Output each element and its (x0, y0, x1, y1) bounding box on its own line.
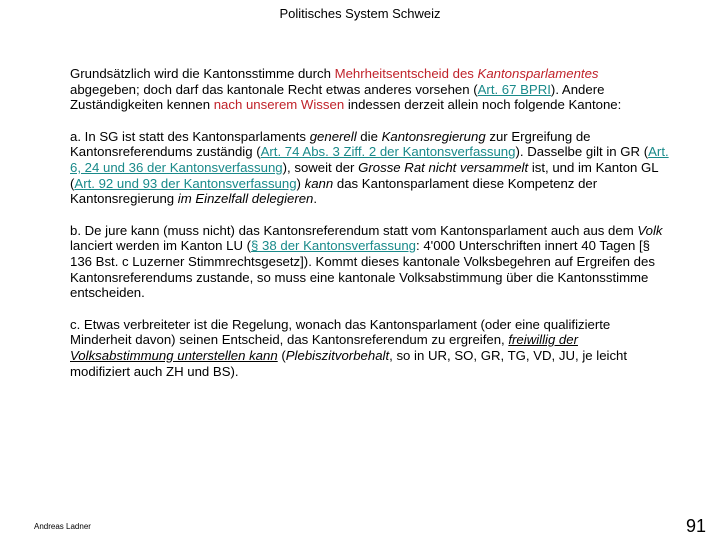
link-gr-kantonsverfassung[interactable]: Art. 6, 24 und 36 der Kantonsverfassung (70, 144, 669, 175)
link-gl-kantonsverfassung[interactable]: Art. 92 und 93 der Kantonsverfassung (74, 175, 297, 191)
link-lu-kantonsverfassung[interactable]: § 38 der Kantonsverfassung (251, 238, 417, 254)
paragraph-c: c. Etwas verbreiteter ist die Regelung, wonach das Kantonsparlament (oder eine qualifizierte Minderheit davon) seinen Entscheid, das Kantonsreferendum zu ergreifen, freiwillig der Volksabstimmung unterstellen kann (Plebiszitvorbehalt, so in UR, SO, GR, TG, VD, JU, je leicht modifiziert auch ZH und BS). (70, 316, 628, 379)
highlight-text: Kantonsparlamentes (477, 66, 599, 81)
link-sg-kantonsverfassung[interactable]: Art. 74 Abs. 3 Ziff. 2 der Kantonsverfassung (260, 144, 516, 160)
footer-author: Andreas Ladner (34, 522, 91, 531)
slide-body (70, 66, 670, 395)
page-number: 91 (685, 516, 706, 536)
intro-paragraph: Grundsätzlich wird die Kantonsstimme durch Mehrheitsentscheid des Kantonsparlamentes abgegeben; doch darf das kantonale Recht etwas anderes vorsehen (Art. 67 BPRI). Andere Zuständigkeiten kennen nach unserem Wissen indessen derzeit allein noch folgende Kantone: (70, 66, 622, 113)
highlight-text: nach unserem Wissen (213, 97, 345, 113)
paragraph-b: b. De jure kann (muss nicht) das Kantonsreferendum statt vom Kantonsparlament auch aus dem Volk lanciert werden im Kanton LU (§ 38 der Kantonsverfassung: 4'000 Unterschriften innert 40 Tagen [§ 136 Bst. c Luzerner Stimmrechtsgesetz]). Kommt dieses kantonale Volksbegehren auf Ergreifen des Kantonsreferendums zustande, so muss eine kantonale Volksabstimmung über die Kantonsstimme entscheiden. (70, 222, 663, 301)
paragraph-a: a. In SG ist statt des Kantonsparlaments generell die Kantonsregierung zur Ergreifung de Kantonsreferendums zuständig (Art. 74 Abs. 3 Ziff. 2 der Kantonsverfassung). Dasselbe gilt in GR (Art. 6, 24 und 36 der Kantonsverfassung), soweit der Grosse Rat nicht versammelt ist, und im Kanton GL (Art. 92 und 93 der Kantonsverfassung) kann das Kantonsparlament diese Kompetenz der Kantonsregierung im Einzelfall delegieren. (70, 128, 669, 207)
link-art-67-bpri[interactable]: Art. 67 BPRI (477, 81, 551, 97)
highlight-text: Mehrheitsentscheid des (334, 66, 478, 81)
slide-title: Politisches System Schweiz (279, 6, 441, 21)
